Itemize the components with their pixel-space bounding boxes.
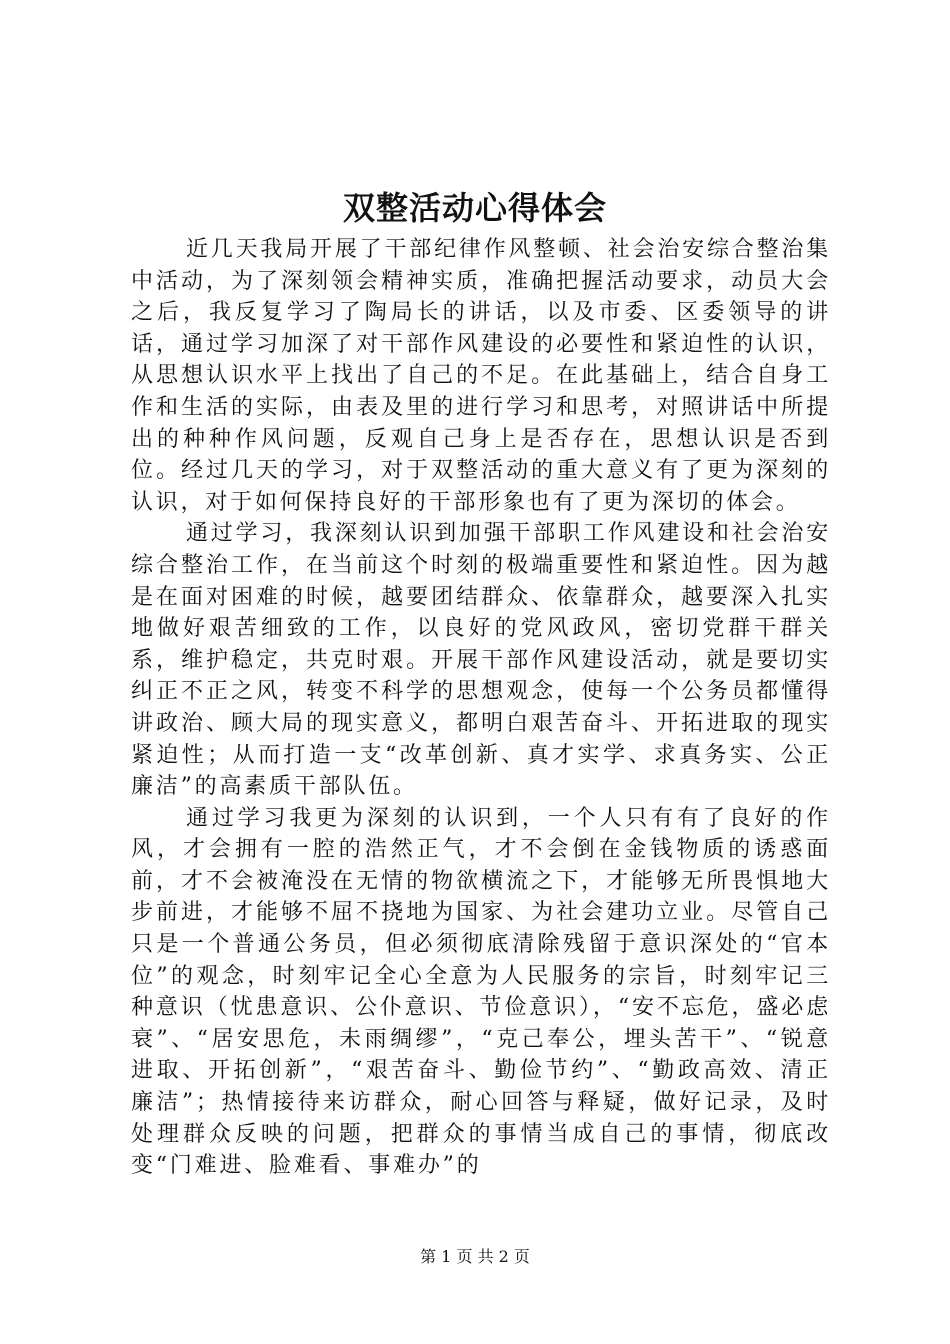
paragraph-2: 通过学习，我深刻认识到加强干部职工作风建设和社会治安综合整治工作，在当前这个时刻的极端重要性和紧迫性。因为越是在面对困难的时候，越要团结群众、依靠群众，越要深入扎实地做好艰苦细致的工作，以良好的党风政风，密切党群干群关系，维护稳定，共克时艰。开展干部作风建设活动，就是要切实纠正不正之风，转变不科学的思想观念，使每一个公务员都懂得讲政治、顾大局的现实意义，都明白艰苦奋斗、开拓进取的现实紧迫性；从而打造一支“改革创新、真才实学、求真务实、公正廉洁”的高素质干部队伍。 <box>131 521 831 800</box>
document-body <box>131 234 831 1182</box>
document-title: 双整活动心得体会 <box>342 189 607 227</box>
paragraph-3: 通过学习我更为深刻的认识到，一个人只有有了良好的作风，才会拥有一腔的浩然正气，才不会倒在金钱物质的诱惑面前，才不会被淹没在无情的物欲横流之下，才能够无所畏惧地大步前进，才能够不屈不挠地为国家、为社会建功立业。尽管自己只是一个普通公务员，但必须彻底清除残留于意识深处的“官本位”的观念，时刻牢记全心全意为人民服务的宗旨，时刻牢记三种意识（忧患意识、公仆意识、节俭意识），“安不忘危，盛必虑衰”、“居安思危，未雨绸缪”，“克己奉公，埋头苦干”、“锐意进取、开拓创新”，“艰苦奋斗、勤俭节约”、“勤政高效、清正廉洁”；热情接待来访群众，耐心回答与释疑，做好记录，及时处理群众反映的问题，把群众的事情当成自己的事情，彻底改变“门难进、脸难看、事难办”的 <box>131 805 831 1179</box>
paragraph-1: 近几天我局开展了干部纪律作风整顿、社会治安综合整治集中活动，为了深刻领会精神实质，准确把握活动要求，动员大会之后，我反复学习了陶局长的讲话，以及市委、区委领导的讲话，通过学习加深了对干部作风建设的必要性和紧迫性的认识，从思想认识水平上找出了自己的不足。在此基础上，结合自身工作和生活的实际，由表及里的进行学习和思考，对照讲话中所提出的种种作风问题，反观自己身上是否存在，思想认识是否到位。经过几天的学习，对于双整活动的重大意义有了更为深刻的认识，对于如何保持良好的干部形象也有了更为深切的体会。 <box>131 237 831 515</box>
page-footer: 第 1 页 共 2 页 <box>420 1247 530 1266</box>
